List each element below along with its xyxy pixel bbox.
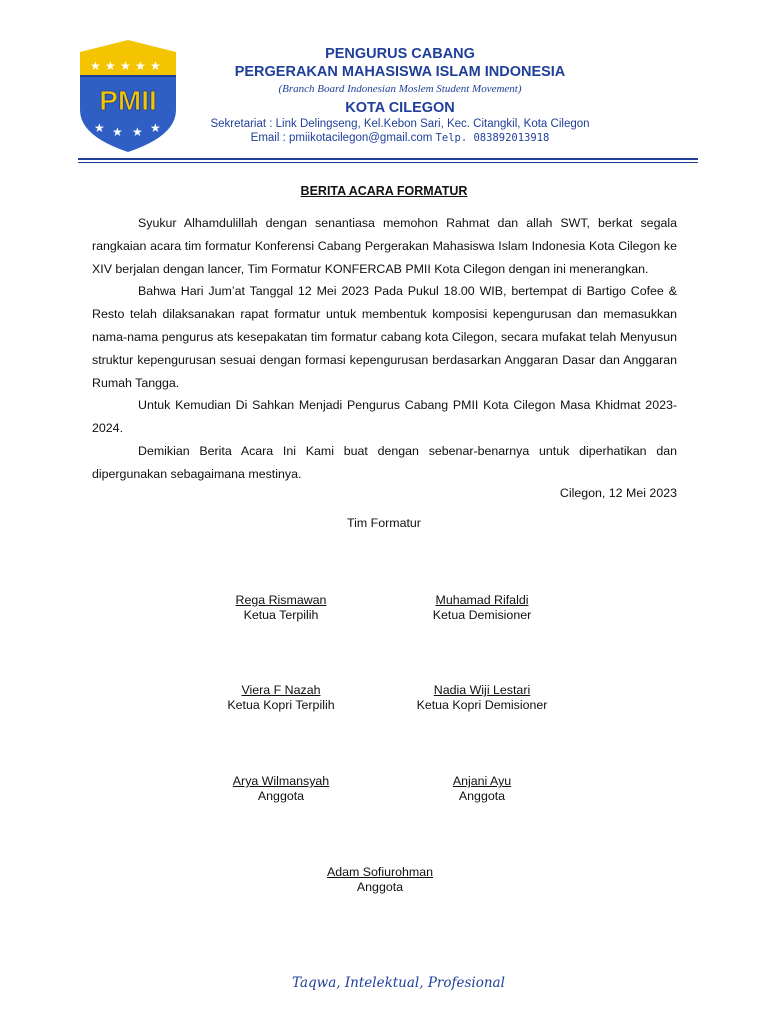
signatory xyxy=(372,774,592,804)
signatory-role: Anggota xyxy=(257,789,305,803)
document-body xyxy=(92,212,677,486)
svg-text:★: ★ xyxy=(150,59,161,73)
signatory-name: Nadia Wiji Lestari xyxy=(433,683,531,697)
signatory-role: Anggota xyxy=(356,880,404,894)
svg-text:★: ★ xyxy=(120,59,131,73)
svg-text:★: ★ xyxy=(105,59,116,73)
org-email: Email : pmiikotacilegon@gmail.com xyxy=(250,132,433,144)
org-address: Sekretariat : Link Delingseng, Kel.Kebon Sari, Kec. Citangkil, Kota Cilegon xyxy=(210,118,590,130)
signatory xyxy=(171,593,391,623)
signatory-role: Ketua Demisioner xyxy=(432,608,532,622)
signatory-name: Viera F Nazah xyxy=(241,683,321,697)
svg-text:★: ★ xyxy=(150,121,161,135)
svg-text:★: ★ xyxy=(94,121,105,135)
org-line1: PENGURUS CABANG xyxy=(325,46,475,62)
signatory-role: Ketua Terpilih xyxy=(243,608,319,622)
signatory-role: Ketua Kopri Terpilih xyxy=(227,698,335,712)
paragraph: Demikian Berita Acara Ini Kami buat dengan sebenar-benarnya untuk diperhatikan dan dipergunakan sebagaimana mestinya. xyxy=(92,443,677,481)
paragraph: Bahwa Hari Jum’at Tanggal 12 Mei 2023 Pada Pukul 18.00 WIB, bertempat di Bartigo Cofee & Resto telah dilaksanakan rapat formatur untuk membentuk komposisi kepengurusan dan memasukkan nama-nama pengurus ats kesepakatan tim formatur cabang kota Cilegon, secara mufakat telah Menyusun struktur kepengurusan sesuai dengan formasi kepengurusan berdasarkan Anggaran Dasar dan Anggaran Rumah Tangga. xyxy=(92,284,677,390)
document-date: Cilegon, 12 Mei 2023 xyxy=(559,486,677,500)
header-rule-thin xyxy=(78,162,698,163)
signatory-name: Muhamad Rifaldi xyxy=(435,593,529,607)
org-line2: PERGERAKAN MAHASISWA ISLAM INDONESIA xyxy=(234,64,566,80)
signatory xyxy=(171,683,391,713)
org-contact xyxy=(200,132,600,144)
signatory-role: Ketua Kopri Demisioner xyxy=(416,698,548,712)
paragraph: Syukur Alhamdulillah dengan senantiasa memohon Rahmat dan allah SWT, berkat segala rangkaian acara tim formatur Konferensi Cabang Pergerakan Mahasiswa Islam Indonesia Kota Cilegon ke XIV berjalan dengan lancer, Tim Formatur KONFERCAB PMII Kota Cilegon dengan ini menerangkan. xyxy=(92,216,677,276)
pmii-logo xyxy=(78,40,178,152)
signatory xyxy=(372,683,592,713)
signatory-name: Rega Rismawan xyxy=(235,593,327,607)
signatory xyxy=(372,593,592,623)
signatory-name: Anjani Ayu xyxy=(452,774,512,788)
logo-text: PMII xyxy=(99,85,157,116)
signatory-name: Adam Sofiurohman xyxy=(326,865,434,879)
signatory xyxy=(171,774,391,804)
svg-text:★: ★ xyxy=(132,125,143,139)
org-subtitle-text: Branch Board Indonesian Moslem Student Movement xyxy=(282,83,518,95)
paragraph: Untuk Kemudian Di Sahkan Menjadi Pengurus Cabang PMII Kota Cilegon Masa Khidmat 2023-2024. xyxy=(92,398,677,436)
svg-text:★: ★ xyxy=(135,59,146,73)
org-city: KOTA CILEGON xyxy=(345,100,455,116)
document-title: BERITA ACARA FORMATUR xyxy=(300,184,468,198)
svg-text:★: ★ xyxy=(90,59,101,73)
signatory xyxy=(270,865,490,895)
signatory-role: Anggota xyxy=(458,789,506,803)
org-subtitle: (Branch Board Indonesian Moslem Student Movement) xyxy=(278,83,522,95)
svg-text:★: ★ xyxy=(112,125,123,139)
footer-motto: Taqwa, Intelektual, Profesional xyxy=(292,975,505,991)
signatory-name: Arya Wilmansyah xyxy=(232,774,330,788)
header-rule xyxy=(78,158,698,160)
org-phone: Telp. 083892013918 xyxy=(435,132,550,144)
team-title: Tim Formatur xyxy=(347,516,421,530)
